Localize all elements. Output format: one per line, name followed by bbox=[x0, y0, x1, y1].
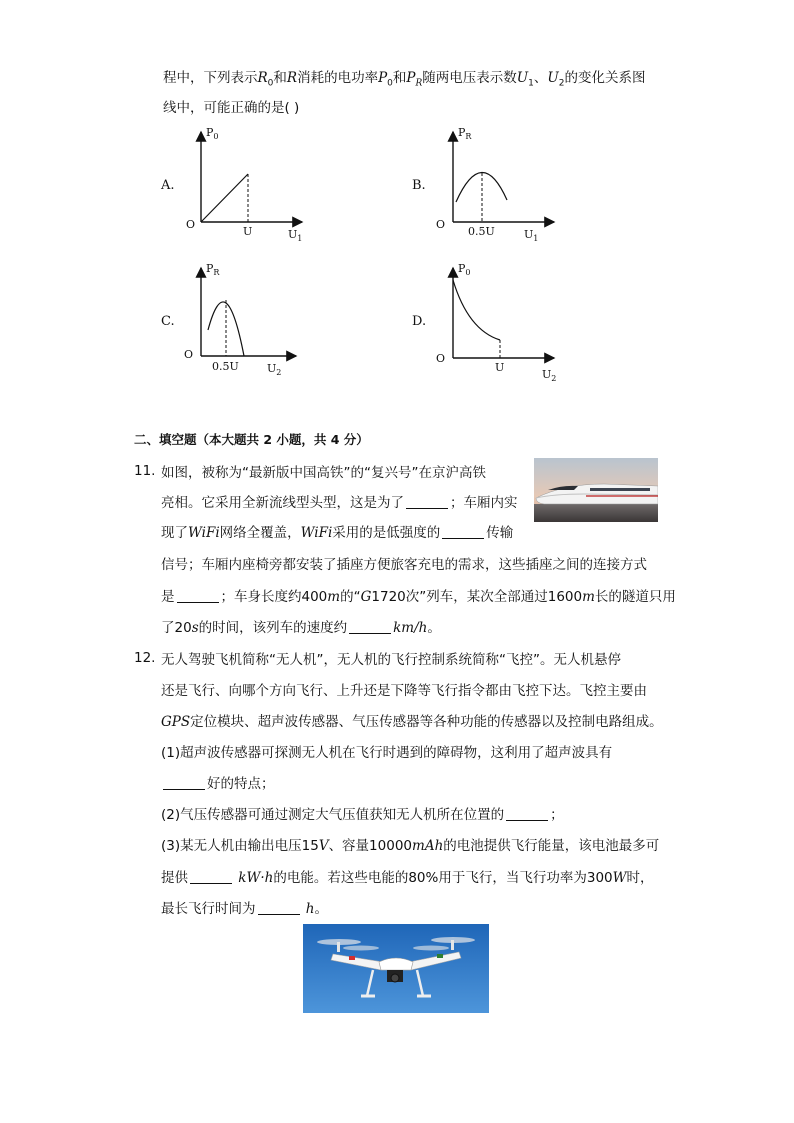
curve bbox=[453, 280, 500, 340]
option-d-letter[interactable]: D. bbox=[412, 314, 427, 329]
curve bbox=[456, 172, 507, 202]
q12-part-3: (3)某无人机由输出电压15V、容量10000mAh的电池提供飞行能量，该电池最多可 bbox=[161, 838, 660, 854]
answer-blank[interactable] bbox=[406, 494, 448, 509]
option-c-letter[interactable]: C. bbox=[161, 314, 175, 329]
answer-blank[interactable] bbox=[190, 869, 232, 884]
answer-blank[interactable] bbox=[177, 588, 219, 603]
section-title: 二、填空题（本大题共 2 小题，共 4 分） bbox=[134, 432, 369, 447]
y-label: $P_0$ bbox=[458, 262, 471, 277]
x-label: $U_1$ bbox=[288, 228, 303, 243]
option-d-graph[interactable] bbox=[432, 258, 572, 383]
q11-line-2: 亮相。它采用全新流线型头型，这是为了 ；车厢内实 bbox=[161, 495, 518, 511]
q11-line-3: 现了WiFi网络全覆盖，WiFi采用的是低强度的 传输 bbox=[161, 525, 514, 541]
option-b-graph[interactable] bbox=[432, 122, 572, 247]
q12-part-3-end: 最长飞行时间为 h。 bbox=[161, 901, 328, 917]
answer-blank[interactable] bbox=[163, 775, 205, 790]
answer-blank[interactable] bbox=[506, 806, 548, 821]
x-label: $U_2$ bbox=[542, 368, 557, 383]
q12-part-1-cont: 好的特点； bbox=[161, 774, 275, 794]
q10-line-2: 线中，可能正确的是( ) bbox=[163, 100, 300, 116]
option-a-graph[interactable] bbox=[180, 122, 320, 247]
answer-blank[interactable] bbox=[349, 619, 391, 634]
y-label: $P_R$ bbox=[458, 126, 472, 141]
q11-line-4: 信号；车厢内座椅旁都安装了插座方便旅客充电的需求，这些插座之间的连接方式 bbox=[161, 557, 647, 573]
y-label: $P_R$ bbox=[206, 262, 220, 277]
origin-label: O bbox=[184, 348, 194, 361]
q12-line-2: 还是飞行、向哪个方向飞行、上升还是下降等飞行指令都由飞控下达。飞控主要由 bbox=[161, 683, 647, 699]
answer-blank[interactable] bbox=[258, 900, 300, 915]
y-label: $P_0$ bbox=[206, 126, 219, 141]
tick-label: U bbox=[495, 361, 505, 374]
q12-part-2: (2)气压传感器可通过测定大气压值获知无人机所在位置的 ； bbox=[161, 807, 564, 823]
origin-label: O bbox=[436, 352, 446, 365]
drone-photo bbox=[303, 924, 489, 1013]
x-label: $U_1$ bbox=[524, 228, 539, 243]
option-c-graph[interactable] bbox=[180, 258, 320, 383]
answer-blank[interactable] bbox=[442, 524, 484, 539]
tick-label: 0.5U bbox=[212, 360, 239, 373]
curve bbox=[201, 174, 248, 222]
q10-line-1: 程中，下列表示$R_0$和R消耗的电功率$P_0$和$P_R$随两电压表示数$U_1$、$U_2$的变化关系图 bbox=[163, 70, 646, 89]
origin-label: O bbox=[436, 218, 446, 231]
option-a-letter[interactable]: A. bbox=[161, 178, 175, 193]
train-photo bbox=[534, 458, 658, 522]
q12-part-1: (1)超声波传感器可探测无人机在飞行时遇到的障碍物，这利用了超声波具有 bbox=[161, 745, 613, 761]
q11-line-1: 如图，被称为“最新版中国高铁”的“复兴号”在京沪高铁 bbox=[161, 465, 486, 481]
q11-line-6: 了20s的时间，该列车的速度约 km/h。 bbox=[161, 620, 441, 636]
x-label: $U_2$ bbox=[267, 362, 282, 377]
q12-number: 12. bbox=[134, 650, 156, 666]
option-b-letter[interactable]: B. bbox=[412, 178, 426, 193]
q11-line-5: 是 ；车身长度约400m的“G1720次”列车，某次全部通过1600m长的隧道只用 bbox=[161, 589, 676, 605]
q12-line-1: 无人驾驶飞机简称“无人机”，无人机的飞行控制系统简称“飞控”。无人机悬停 bbox=[161, 652, 621, 668]
tick-label: U bbox=[243, 225, 253, 238]
tick-label: 0.5U bbox=[468, 225, 495, 238]
q12-part-3-cont: 提供 kW·h的电能。若这些电能的80%用于飞行，当飞行功率为300W时， bbox=[161, 870, 654, 886]
q12-line-3: GPS定位模块、超声波传感器、气压传感器等各种功能的传感器以及控制电路组成。 bbox=[161, 714, 663, 730]
q11-number: 11. bbox=[134, 463, 156, 479]
origin-label: O bbox=[186, 218, 196, 231]
